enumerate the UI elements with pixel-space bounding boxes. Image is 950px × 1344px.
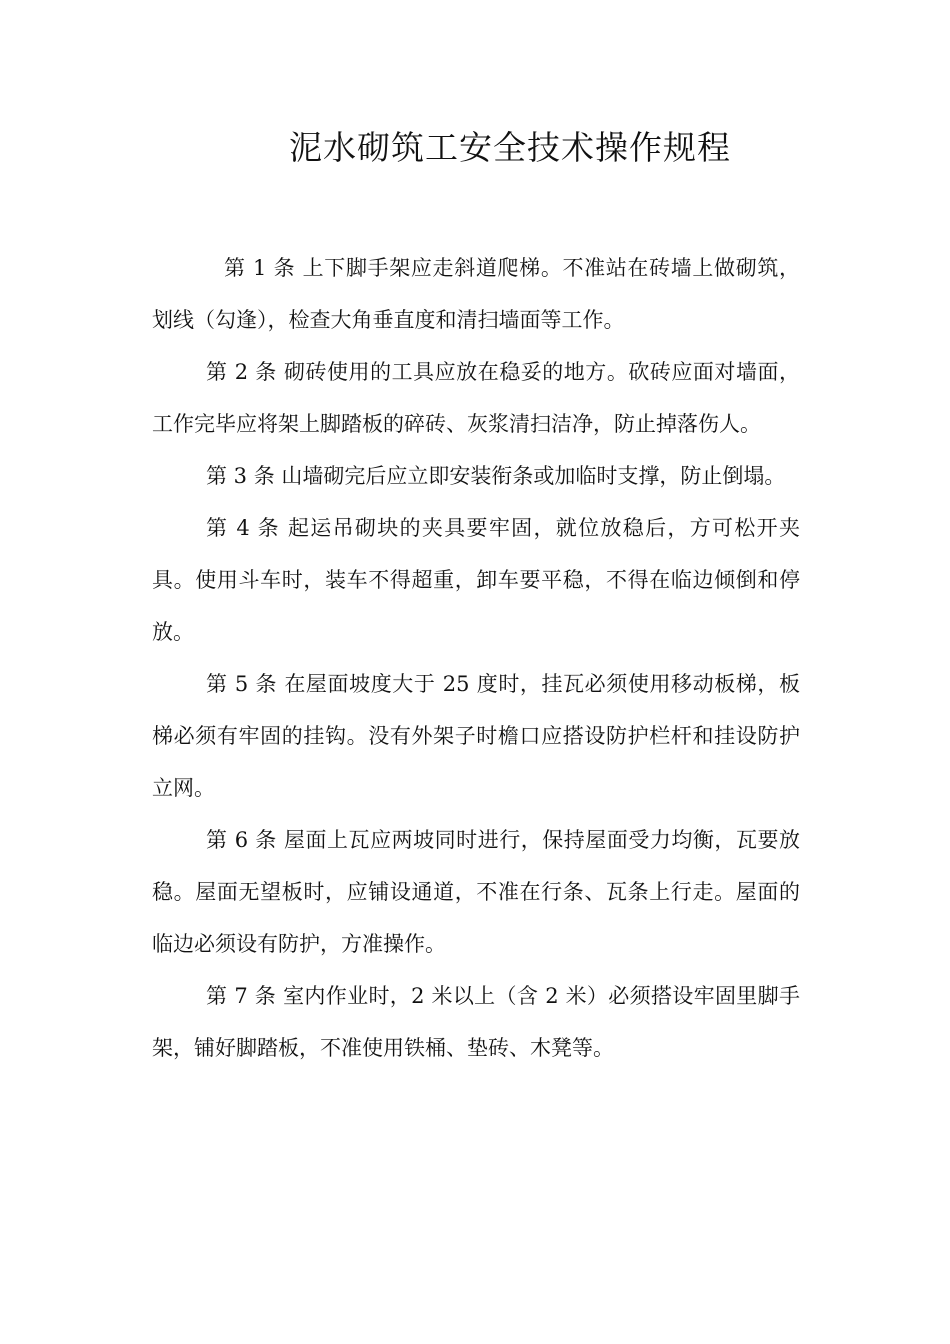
article-4: 第 4 条 起运吊砌块的夹具要牢固，就位放稳后，方可松开夹具。使用斗车时，装车不得超重，卸车要平稳，不得在临边倾倒和停放。 — [152, 516, 800, 644]
article-5: 第 5 条 在屋面坡度大于 25 度时，挂瓦必须使用移动板梯，板梯必须有牢固的挂钩。没有外架子时檐口应搭设防护栏杆和挂设防护立网。 — [152, 672, 800, 800]
document-title: 泥水砌筑工安全技术操作规程 — [289, 128, 731, 167]
article-3: 第 3 条 山墙砌完后应立即安装衔条或加临时支撑，防止倒塌。 — [206, 464, 786, 488]
article-2: 第 2 条 砌砖使用的工具应放在稳妥的地方。砍砖应面对墙面，工作完毕应将架上脚踏板的碎砖、灰浆清扫洁净，防止掉落伤人。 — [152, 360, 800, 436]
article-1: 第 1 条 上下脚手架应走斜道爬梯。不准站在砖墙上做砌筑，划线（勾逢），检查大角垂直度和清扫墙面等工作。 — [152, 256, 800, 332]
article-6: 第 6 条 屋面上瓦应两坡同时进行，保持屋面受力均衡，瓦要放稳。屋面无望板时，应铺设通道，不准在行条、瓦条上行走。屋面的临边必须设有防护，方准操作。 — [152, 828, 800, 956]
document-body — [152, 242, 800, 1074]
article-7: 第 7 条 室内作业时，2 米以上（含 2 米）必须搭设牢固里脚手架，铺好脚踏板，不准使用铁桶、垫砖、木凳等。 — [152, 984, 800, 1060]
